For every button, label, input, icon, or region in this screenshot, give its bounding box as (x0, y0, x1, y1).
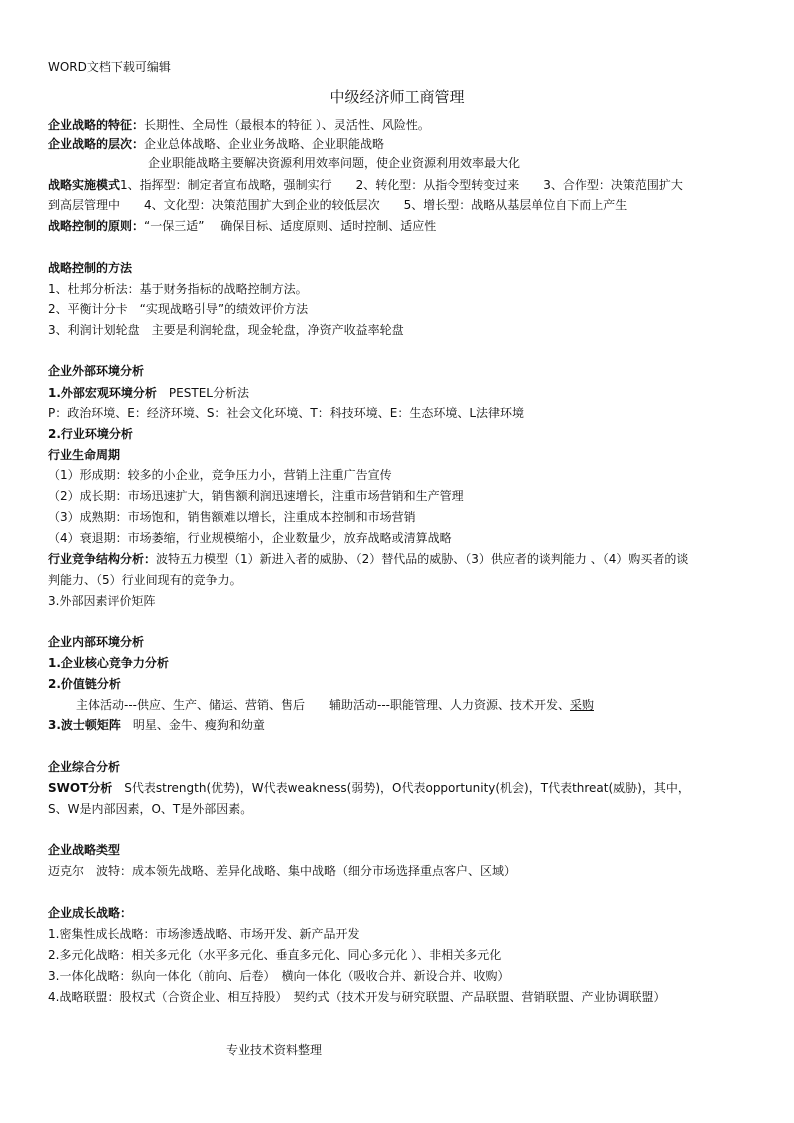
subheading-industry-env: 2.行业环境分析 (48, 427, 133, 441)
subheading-macro-env (48, 384, 754, 402)
section-heading-strategy-types: 企业战略类型 (48, 843, 121, 857)
list-item: P：政治环境、E：经济环境、S：社会文化环境、T：科技环境、E：生态环境、L法律环境 (48, 406, 525, 420)
list-item: 3.一体化战略：纵向一体化（前向、后卷） 横向一体化（吸收合并、新设合并、收购） (48, 969, 510, 983)
list-item: （1）形成期：较多的小企业，竞争压力小，营销上注重广告宣传 (48, 468, 392, 482)
label: 企业战略的特征： (48, 118, 145, 132)
label: 企业战略的层次： (48, 137, 145, 151)
line-strategy-features (48, 116, 754, 134)
underlined-term: 采购 (569, 698, 594, 712)
text: 长期性、全局性（最根本的特征 ）、灵活性、风险性。 (144, 118, 430, 132)
section-heading-external-env: 企业外部环境分析 (48, 364, 145, 378)
line-swot-cont: S、W是内部因素，O、T是外部因素。 (48, 802, 253, 816)
line-bcg-matrix (48, 716, 754, 734)
document-footer: 专业技术资料整理 (226, 1043, 323, 1057)
text: 明星、金牛、瘦狗和幼童 (120, 718, 265, 732)
page-title: 中级经济师工商管理 (329, 88, 465, 106)
text: “一保三适” 确保目标、适度原则、适时控制、适应性 (144, 219, 437, 233)
subheading-life-cycle: 行业生命周期 (48, 448, 121, 462)
section-heading-internal-env: 企业内部环境分析 (48, 635, 145, 649)
list-item: 1、杜邦分析法：基于财务指标的战略控制方法。 (48, 282, 308, 296)
label: 战略控制的原则： (48, 219, 145, 233)
subheading-value-chain: 2.价值链分析 (48, 677, 121, 691)
document-header: WORD文档下载可编辑 (48, 60, 171, 74)
text: 主体活动---供应、生产、储运、营销、售后 辅助活动---职能管理、人力资源、技术开发、 (76, 698, 570, 712)
label: 行业竞争结构分析： (48, 552, 157, 566)
line-control-principles (48, 217, 754, 235)
list-item: （2）成长期：市场迅速扩大，销售额利润迅速增长，注重市场营销和生产管理 (48, 489, 464, 503)
section-heading-control-methods: 战略控制的方法 (48, 261, 133, 275)
text: 波特五力模型（1）新进入者的威胁、（2）替代品的威胁、（3）供应者的谈判能力 、（4）购买者的谈 (156, 552, 689, 566)
subheading-core-competence: 1.企业核心竞争力分析 (48, 656, 169, 670)
list-item: （4）衰退期：市场萎缩，行业规模缩小，企业数量少，放弃战略或清算战略 (48, 531, 452, 545)
label: SWOT分析 (48, 781, 113, 795)
list-item: 4.战略联盟：股权式（合资企业、相互持股） 契约式（技术开发与研究联盟、产品联盟、营销联盟、产业协调联盟） (48, 990, 666, 1004)
line-competition-structure (48, 550, 754, 568)
line-strategy-levels (48, 135, 754, 153)
list-item: 2.多元化战略：相关多元化（水平多元化、垂直多元化、同心多元化 ）、非相关多元化 (48, 948, 502, 962)
line-swot (48, 779, 754, 797)
label: 战略实施模式 (48, 178, 121, 192)
list-item: 1.密集性成长战略：市场渗透战略、市场开发、新产品开发 (48, 927, 360, 941)
line-functional-strategy: 企业职能战略主要解决资源利用效率问题，使企业资源利用效率最大化 (148, 156, 521, 170)
line-competition-structure-cont: 判能力、（5）行业间现有的竞争力。 (48, 573, 242, 587)
text: 企业总体战略、企业业务战略、企业职能战略 (144, 137, 385, 151)
line-value-chain-activities (76, 696, 754, 714)
list-item: 迈克尔 波特：成本领先战略、差异化战略、集中战略（细分市场选择重点客户、区域） (48, 864, 517, 878)
section-heading-growth-strategy: 企业成长战略： (48, 906, 133, 920)
list-item: 3.外部因素评价矩阵 (48, 594, 156, 608)
text: 1、指挥型：制定者宣布战略，强制实行 2、转化型：从指令型转变过来 3、合作型：决策范围扩大 (120, 178, 683, 192)
label: 1.外部宏观环境分析 (48, 386, 157, 400)
text: PESTEL分析法 (156, 386, 249, 400)
label: 3.波士顿矩阵 (48, 718, 121, 732)
list-item: 3、利润计划轮盘 主要是利润轮盘，现金轮盘，净资产收益率轮盘 (48, 323, 404, 337)
line-implementation-modes-cont: 到高层管理中 4、文化型：决策范围扩大到企业的较低层次 5、增长型：战略从基层单位自下而上产生 (48, 198, 628, 212)
line-implementation-modes (48, 176, 754, 194)
list-item: （3）成熟期：市场饱和，销售额难以增长，注重成本控制和市场营销 (48, 510, 416, 524)
text: S代表strength(优势)，W代表weakness(弱势)，O代表opportunity(机会)，T代表threat(威胁)，其中， (112, 781, 690, 795)
section-heading-swot: 企业综合分析 (48, 760, 121, 774)
list-item: 2、平衡计分卡 “实现战略引导”的绩效评价方法 (48, 302, 309, 316)
